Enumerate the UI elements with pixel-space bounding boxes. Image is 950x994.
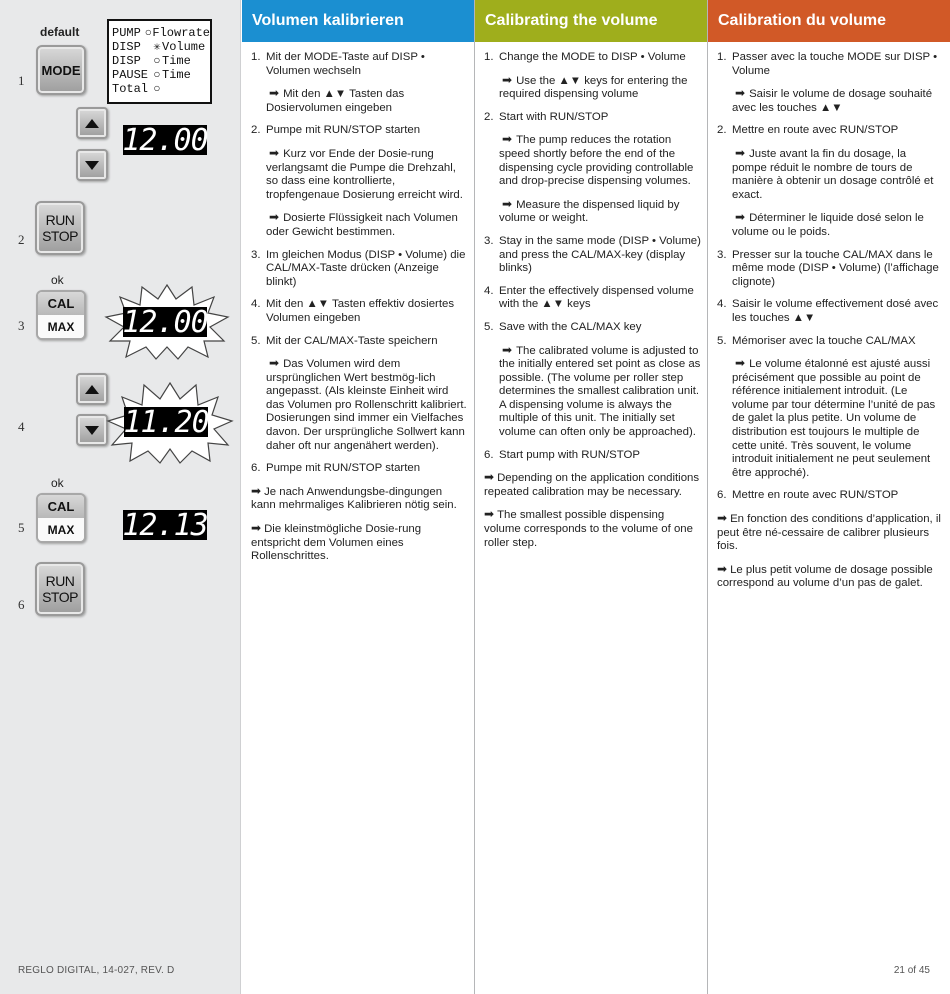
step-text: Stay in the same mode (DISP • Volume) and press the CAL/MAX-key (display blinks) xyxy=(499,234,701,275)
detail-text: Je nach Anwendungsbe-dingungen kann mehrmaliges Kalibrieren nötig sein. xyxy=(251,485,457,512)
step-item xyxy=(717,249,944,290)
detail-text: Die kleinstmögliche Dosie-rung entspricht dem Volumen eines Rollenschrittes. xyxy=(251,523,422,563)
note xyxy=(251,485,468,513)
step-text: Presser sur la touche CAL/MAX dans le même mode (DISP • Volume) (l’affichage clignote) xyxy=(732,248,939,288)
arrow-right-icon: ➡ xyxy=(735,356,746,371)
step-number: 5. xyxy=(717,334,727,347)
step-number: 3. xyxy=(484,234,494,247)
step-number: 3. xyxy=(251,248,261,261)
step-text: Saisir le volume effectivement dosé avec les touches ▲▼ xyxy=(732,298,939,324)
step-detail xyxy=(251,211,468,239)
step-detail xyxy=(484,133,701,188)
column-body xyxy=(475,42,707,550)
arrow-right-icon: ➡ xyxy=(269,356,280,371)
step-detail xyxy=(484,344,701,440)
step-number: 5. xyxy=(251,334,261,347)
document-footer-id: REGLO DIGITAL, 14-027, REV. D xyxy=(18,965,175,976)
step-number: 1. xyxy=(717,51,727,63)
note xyxy=(251,522,468,564)
column-title: Calibration du volume xyxy=(708,0,950,42)
step-number-5: 5 xyxy=(18,520,25,535)
selected-marker-icon: ✳ xyxy=(153,40,161,54)
step-text: Enter the effectively dispensed volume with the ▲▼ keys xyxy=(499,284,694,311)
step-item xyxy=(251,51,468,78)
arrow-right-icon: ➡ xyxy=(717,561,728,576)
detail-text: Dosierte Flüssigkeit nach Volumen oder Gewicht bestimmen. xyxy=(266,212,458,238)
step-item xyxy=(484,321,701,335)
note xyxy=(717,563,944,591)
step-number: 4. xyxy=(484,284,494,297)
step-number: 6. xyxy=(484,448,494,461)
step-detail xyxy=(251,147,468,202)
note xyxy=(484,471,701,499)
step-detail xyxy=(717,357,944,480)
step-text: Start with RUN/STOP xyxy=(499,110,609,123)
arrow-right-icon: ➡ xyxy=(251,521,262,536)
step-number: 1. xyxy=(251,51,261,63)
step-detail xyxy=(251,357,468,453)
step-item xyxy=(484,51,701,65)
step-item xyxy=(484,235,701,276)
arrow-right-icon: ➡ xyxy=(269,145,280,160)
step-detail xyxy=(251,87,468,115)
up-arrow-button[interactable] xyxy=(76,107,108,139)
down-arrow-button[interactable] xyxy=(76,149,108,181)
step-item xyxy=(251,298,468,325)
step-number: 2. xyxy=(251,124,261,137)
step-number: 2. xyxy=(484,110,494,123)
step-number: 4. xyxy=(717,298,727,311)
arrow-down-icon xyxy=(85,161,99,170)
step-number: 6. xyxy=(251,462,261,475)
arrow-right-icon: ➡ xyxy=(735,86,746,101)
step-number: 6. xyxy=(717,489,727,502)
note xyxy=(717,512,944,554)
arrow-right-icon: ➡ xyxy=(735,210,746,225)
step-number: 2. xyxy=(717,124,727,137)
arrow-right-icon: ➡ xyxy=(484,470,495,485)
detail-text: Mit den ▲▼ Tasten das Dosiervolumen eingeben xyxy=(266,88,405,114)
step-item xyxy=(251,249,468,290)
step-text: Pumpe mit RUN/STOP starten xyxy=(266,124,421,137)
step-text: Passer avec la touche MODE sur DISP • Volume xyxy=(732,51,938,77)
step-text: Im gleichen Modus (DISP • Volume) die CAL/MAX-Taste drücken (Anzeige blinkt) xyxy=(266,248,466,288)
note xyxy=(484,508,701,550)
arrow-right-icon: ➡ xyxy=(251,483,262,498)
detail-text: Use the ▲▼ keys for entering the required dispensing volume xyxy=(499,74,688,101)
mode-menu-display xyxy=(107,19,212,104)
arrow-down-icon xyxy=(85,426,99,435)
menu-row: DISP ✳ Volume xyxy=(112,40,206,54)
step-text: Change the MODE to DISP • Volume xyxy=(499,51,686,63)
step-item xyxy=(251,462,468,476)
step-text: Mémoriser avec la touche CAL/MAX xyxy=(732,334,916,347)
english-column xyxy=(475,0,708,994)
step-text: Pumpe mit RUN/STOP starten xyxy=(266,462,421,475)
step-number-2: 2 xyxy=(18,232,25,247)
run-stop-button[interactable]: RUN STOP xyxy=(35,562,85,616)
default-label: default xyxy=(40,25,80,39)
column-title: Calibrating the volume xyxy=(475,0,707,42)
menu-row: PUMP ○ Flowrate xyxy=(112,26,210,40)
step-text: Mit der CAL/MAX-Taste speichern xyxy=(266,334,438,347)
detail-text: Juste avant la fin du dosage, la pompe réduit le nombre de tours de manière à obtenir un dosage contrôlé et exact. xyxy=(732,147,934,201)
mode-button[interactable]: MODE xyxy=(36,45,86,95)
step-text: Mettre en route avec RUN/STOP xyxy=(732,124,899,137)
detail-text: Kurz vor Ende der Dosie-rung verlangsamt die Pumpe die Drehzahl, so dass eine kontrollierte, tropfengenaue Dosierung erreicht wird. xyxy=(266,147,463,201)
detail-text: Depending on the application conditions repeated calibration may be necessary. xyxy=(484,472,700,498)
cal-max-button[interactable]: CAL MAX xyxy=(36,493,86,543)
french-column xyxy=(708,0,950,994)
detail-text: Déterminer le liquide dosé selon le volume ou le poids. xyxy=(732,212,924,238)
step-number: 3. xyxy=(717,248,727,261)
menu-row: PAUSE ○ Time xyxy=(112,68,191,82)
column-body xyxy=(242,42,474,564)
lcd-display-blinking: 11.20 xyxy=(123,404,209,440)
step-item xyxy=(484,449,701,463)
step-item xyxy=(484,111,701,125)
step-item xyxy=(484,285,701,312)
step-text: Mit der MODE-Taste auf DISP • Volumen wechseln xyxy=(266,51,425,77)
step-detail xyxy=(717,211,944,239)
ok-label: ok xyxy=(51,476,64,490)
detail-text: Le plus petit volume de dosage possible correspond au volume d’un pas de galet. xyxy=(717,563,933,590)
step-text: Save with the CAL/MAX key xyxy=(499,320,642,333)
step-number: 4. xyxy=(251,298,261,311)
step-item xyxy=(717,335,944,349)
detail-text: The calibrated volume is adjusted to the initially entered set point as close as possible. (The volume per roller step determines the smallest calibration unit. A dispensing volume is always the multiple of this unit. The initially set volume can often only be approached). xyxy=(499,344,701,439)
step-number-1: 1 xyxy=(18,73,25,88)
arrow-right-icon: ➡ xyxy=(717,511,728,526)
arrow-right-icon: ➡ xyxy=(735,145,746,160)
run-stop-button[interactable]: RUN STOP xyxy=(35,201,85,255)
lcd-display: 12.13 xyxy=(122,507,208,543)
step-number: 5. xyxy=(484,320,494,333)
detail-text: Measure the dispensed liquid by volume or weight. xyxy=(499,198,680,225)
step-number: 1. xyxy=(484,51,494,63)
step-item xyxy=(717,489,944,503)
step-text: Start pump with RUN/STOP xyxy=(499,448,640,461)
arrow-up-icon xyxy=(85,119,99,128)
detail-text: En fonction des conditions d’application, il peut être né-cessaire de calibrer plusieurs fois. xyxy=(717,513,941,553)
detail-text: Le volume étalonné est ajusté aussi précisément que possible au point de référence initialement introduit. (Le volume par tour détermine l’unité de pas de galet la plus petite. Un volume de distribution est toujours le multiple de cette unité. Très souvent, le volume introduit initialement ne peut seulement être approché). xyxy=(732,358,936,479)
arrow-right-icon: ➡ xyxy=(502,342,513,357)
ok-label: ok xyxy=(51,273,64,287)
down-arrow-button[interactable] xyxy=(76,414,108,446)
menu-row: Total ○ xyxy=(112,82,161,96)
arrow-up-icon xyxy=(85,385,99,394)
step-item xyxy=(717,51,944,78)
illustration-sidebar xyxy=(0,0,241,994)
up-arrow-button[interactable] xyxy=(76,373,108,405)
arrow-right-icon: ➡ xyxy=(502,132,513,147)
detail-text: Saisir le volume de dosage souhaité avec les touches ▲▼ xyxy=(732,88,933,114)
arrow-right-icon: ➡ xyxy=(484,507,495,522)
step-detail xyxy=(717,147,944,202)
step-detail xyxy=(717,87,944,115)
detail-text: Das Volumen wird dem ursprünglichen Wert bestmög-lich angepasst. (Als kleinste Einheit wird das Volumen pro Rollenschritt kalibriert. Dosierungen sind immer ein Vielfaches davon. Der ursprüngliche Sollwert kann daher oft nur angenähert werden). xyxy=(266,358,467,452)
step-number-4: 4 xyxy=(18,419,25,434)
step-item xyxy=(717,124,944,138)
step-detail xyxy=(484,198,701,226)
column-title: Volumen kalibrieren xyxy=(242,0,474,42)
detail-text: The smallest possible dispensing volume corresponds to the volume of one roller step. xyxy=(484,509,693,549)
step-item xyxy=(717,298,944,325)
lcd-display-blinking: 12.00 xyxy=(122,304,208,340)
step-text: Mettre en route avec RUN/STOP xyxy=(732,489,899,502)
german-column xyxy=(242,0,475,994)
menu-row: DISP ○ Time xyxy=(112,54,191,68)
step-number-6: 6 xyxy=(18,597,25,612)
detail-text: The pump reduces the rotation speed shortly before the end of the dispensing cycle providing controllable and drop-precise dispensing volumes. xyxy=(499,134,694,188)
step-text: Mit den ▲▼ Tasten effektiv dosiertes Volumen eingeben xyxy=(266,298,455,324)
cal-max-button[interactable]: CAL MAX xyxy=(36,290,86,340)
page-number: 21 of 45 xyxy=(893,965,930,976)
step-number-3: 3 xyxy=(18,318,25,333)
arrow-right-icon: ➡ xyxy=(269,86,280,101)
arrow-right-icon: ➡ xyxy=(269,210,280,225)
arrow-right-icon: ➡ xyxy=(502,72,513,87)
arrow-right-icon: ➡ xyxy=(502,196,513,211)
step-item xyxy=(251,335,468,349)
step-detail xyxy=(484,74,701,102)
column-body xyxy=(708,42,950,591)
lcd-display: 12.00 xyxy=(122,122,208,158)
step-item xyxy=(251,124,468,138)
